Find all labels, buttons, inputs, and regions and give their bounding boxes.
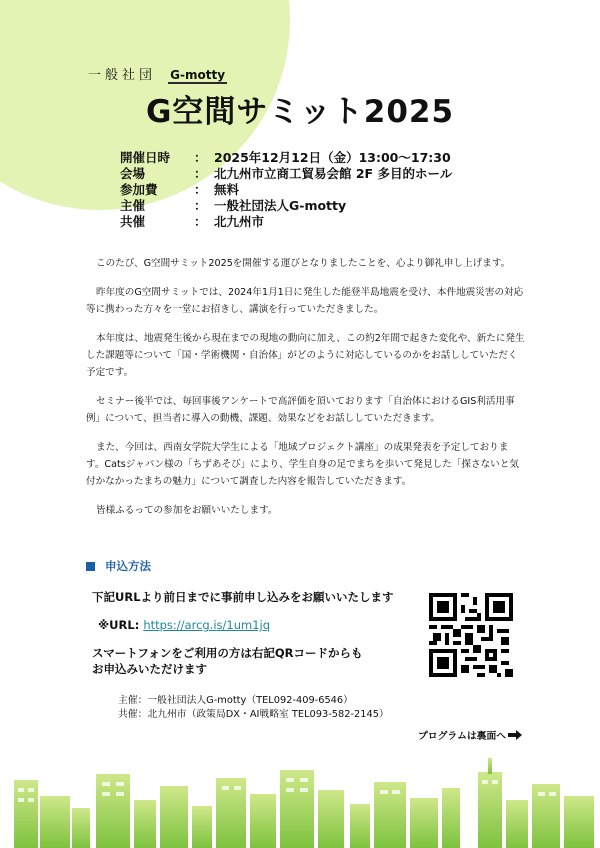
url-label: ※URL: [98, 618, 140, 632]
info-colon: ： [194, 182, 207, 197]
paragraph: このたび、G空間サミット2025を開催する運びとなりましたことを、心より御礼申し上げます。 [96, 258, 511, 269]
info-label: 主催 [120, 198, 146, 213]
body-text [86, 255, 526, 531]
paragraph: セミナー後半では、毎回事後アンケートで高評価を頂いております「自治体におけるGIS利活用事例」について、担当者に導入の動機、課題、効果などをお話ししていただきます。 [86, 396, 515, 424]
apply-heading [86, 558, 151, 574]
page-title: G空間サミット2025 [145, 94, 455, 130]
next-page-note [418, 728, 522, 742]
qr-code[interactable] [429, 593, 513, 677]
info-value: 北九州市立商工貿易会館 2F 多目的ホール [214, 166, 453, 181]
info-value: 一般社団法人G-motty [214, 198, 347, 213]
smartphone-note-line: お申込みいただけます [92, 662, 207, 676]
contacts [118, 694, 389, 722]
info-label: 共催 [120, 214, 146, 229]
info-colon: ： [194, 166, 207, 181]
info-value: 北九州市 [214, 214, 265, 229]
info-colon: ： [194, 198, 207, 213]
info-row-datetime [120, 150, 452, 166]
next-page-text: プログラムは裏面へ [418, 731, 507, 742]
registration-link[interactable]: https://arcg.is/1um1jq [143, 618, 271, 632]
smartphone-note [92, 645, 362, 677]
url-line [98, 618, 270, 632]
info-value: 2025年12月12日（金）13:00〜17:30 [214, 150, 451, 165]
event-info [120, 150, 452, 230]
info-colon: ： [194, 150, 207, 165]
paragraph: 本年度は、地震発生後から現在までの現地の動向に加え、この約2年間で起きた変化や、新たに発生した課題等について「国・学術機関・自治体」がどのように対応しているのかをお話ししていただく予定です。 [86, 333, 525, 378]
info-label: 参加費 [120, 182, 158, 197]
apply-heading-text: 申込方法 [105, 559, 151, 573]
host-contact: 主催：一般社団法人G-motty（TEL092-409-6546） [118, 695, 353, 706]
info-row-cohost [120, 214, 452, 230]
paragraph: また、今回は、西南女学院大学生による「地域プロジェクト講座」の成果発表を予定しております。Catsジャパン様の「ちずあそび」により、学生自身の足でまちを歩いて発見した「探さないと気付かなかったまちの魅力」について調査した内容を報告していただきます。 [86, 442, 519, 487]
paragraph: 皆様ふるっての参加をお願いいたします。 [96, 505, 278, 516]
smartphone-note-line: スマートフォンをご利用の方は右記QRコードからも [92, 646, 363, 660]
info-row-venue [120, 166, 452, 182]
info-row-host [120, 198, 452, 214]
apply-instruction: 下記URLより前日までに事前申し込みをお願いいたします [92, 590, 394, 604]
city-skyline-illustration [0, 750, 600, 848]
info-colon: ： [194, 214, 207, 229]
info-value: 無料 [214, 182, 240, 197]
org-prefix: 一般社団 [88, 68, 157, 83]
square-bullet-icon [86, 562, 95, 571]
info-label: 開催日時 [120, 150, 171, 165]
cohost-contact: 共催：北九州市（政策局DX・AI戦略室 TEL093-582-2145） [118, 709, 389, 720]
paragraph: 昨年度のG空間サミットでは、2024年1月1日に発生した能登半島地震を受け、本件地震災害の対応等に携わった方々を一堂にお招きし、講演を行っていただきました。 [86, 287, 524, 315]
arrow-right-icon [508, 730, 522, 740]
org-logo: G-motty [170, 68, 226, 82]
info-row-fee [120, 182, 452, 198]
info-label: 会場 [120, 166, 146, 181]
organization-line [88, 64, 227, 83]
